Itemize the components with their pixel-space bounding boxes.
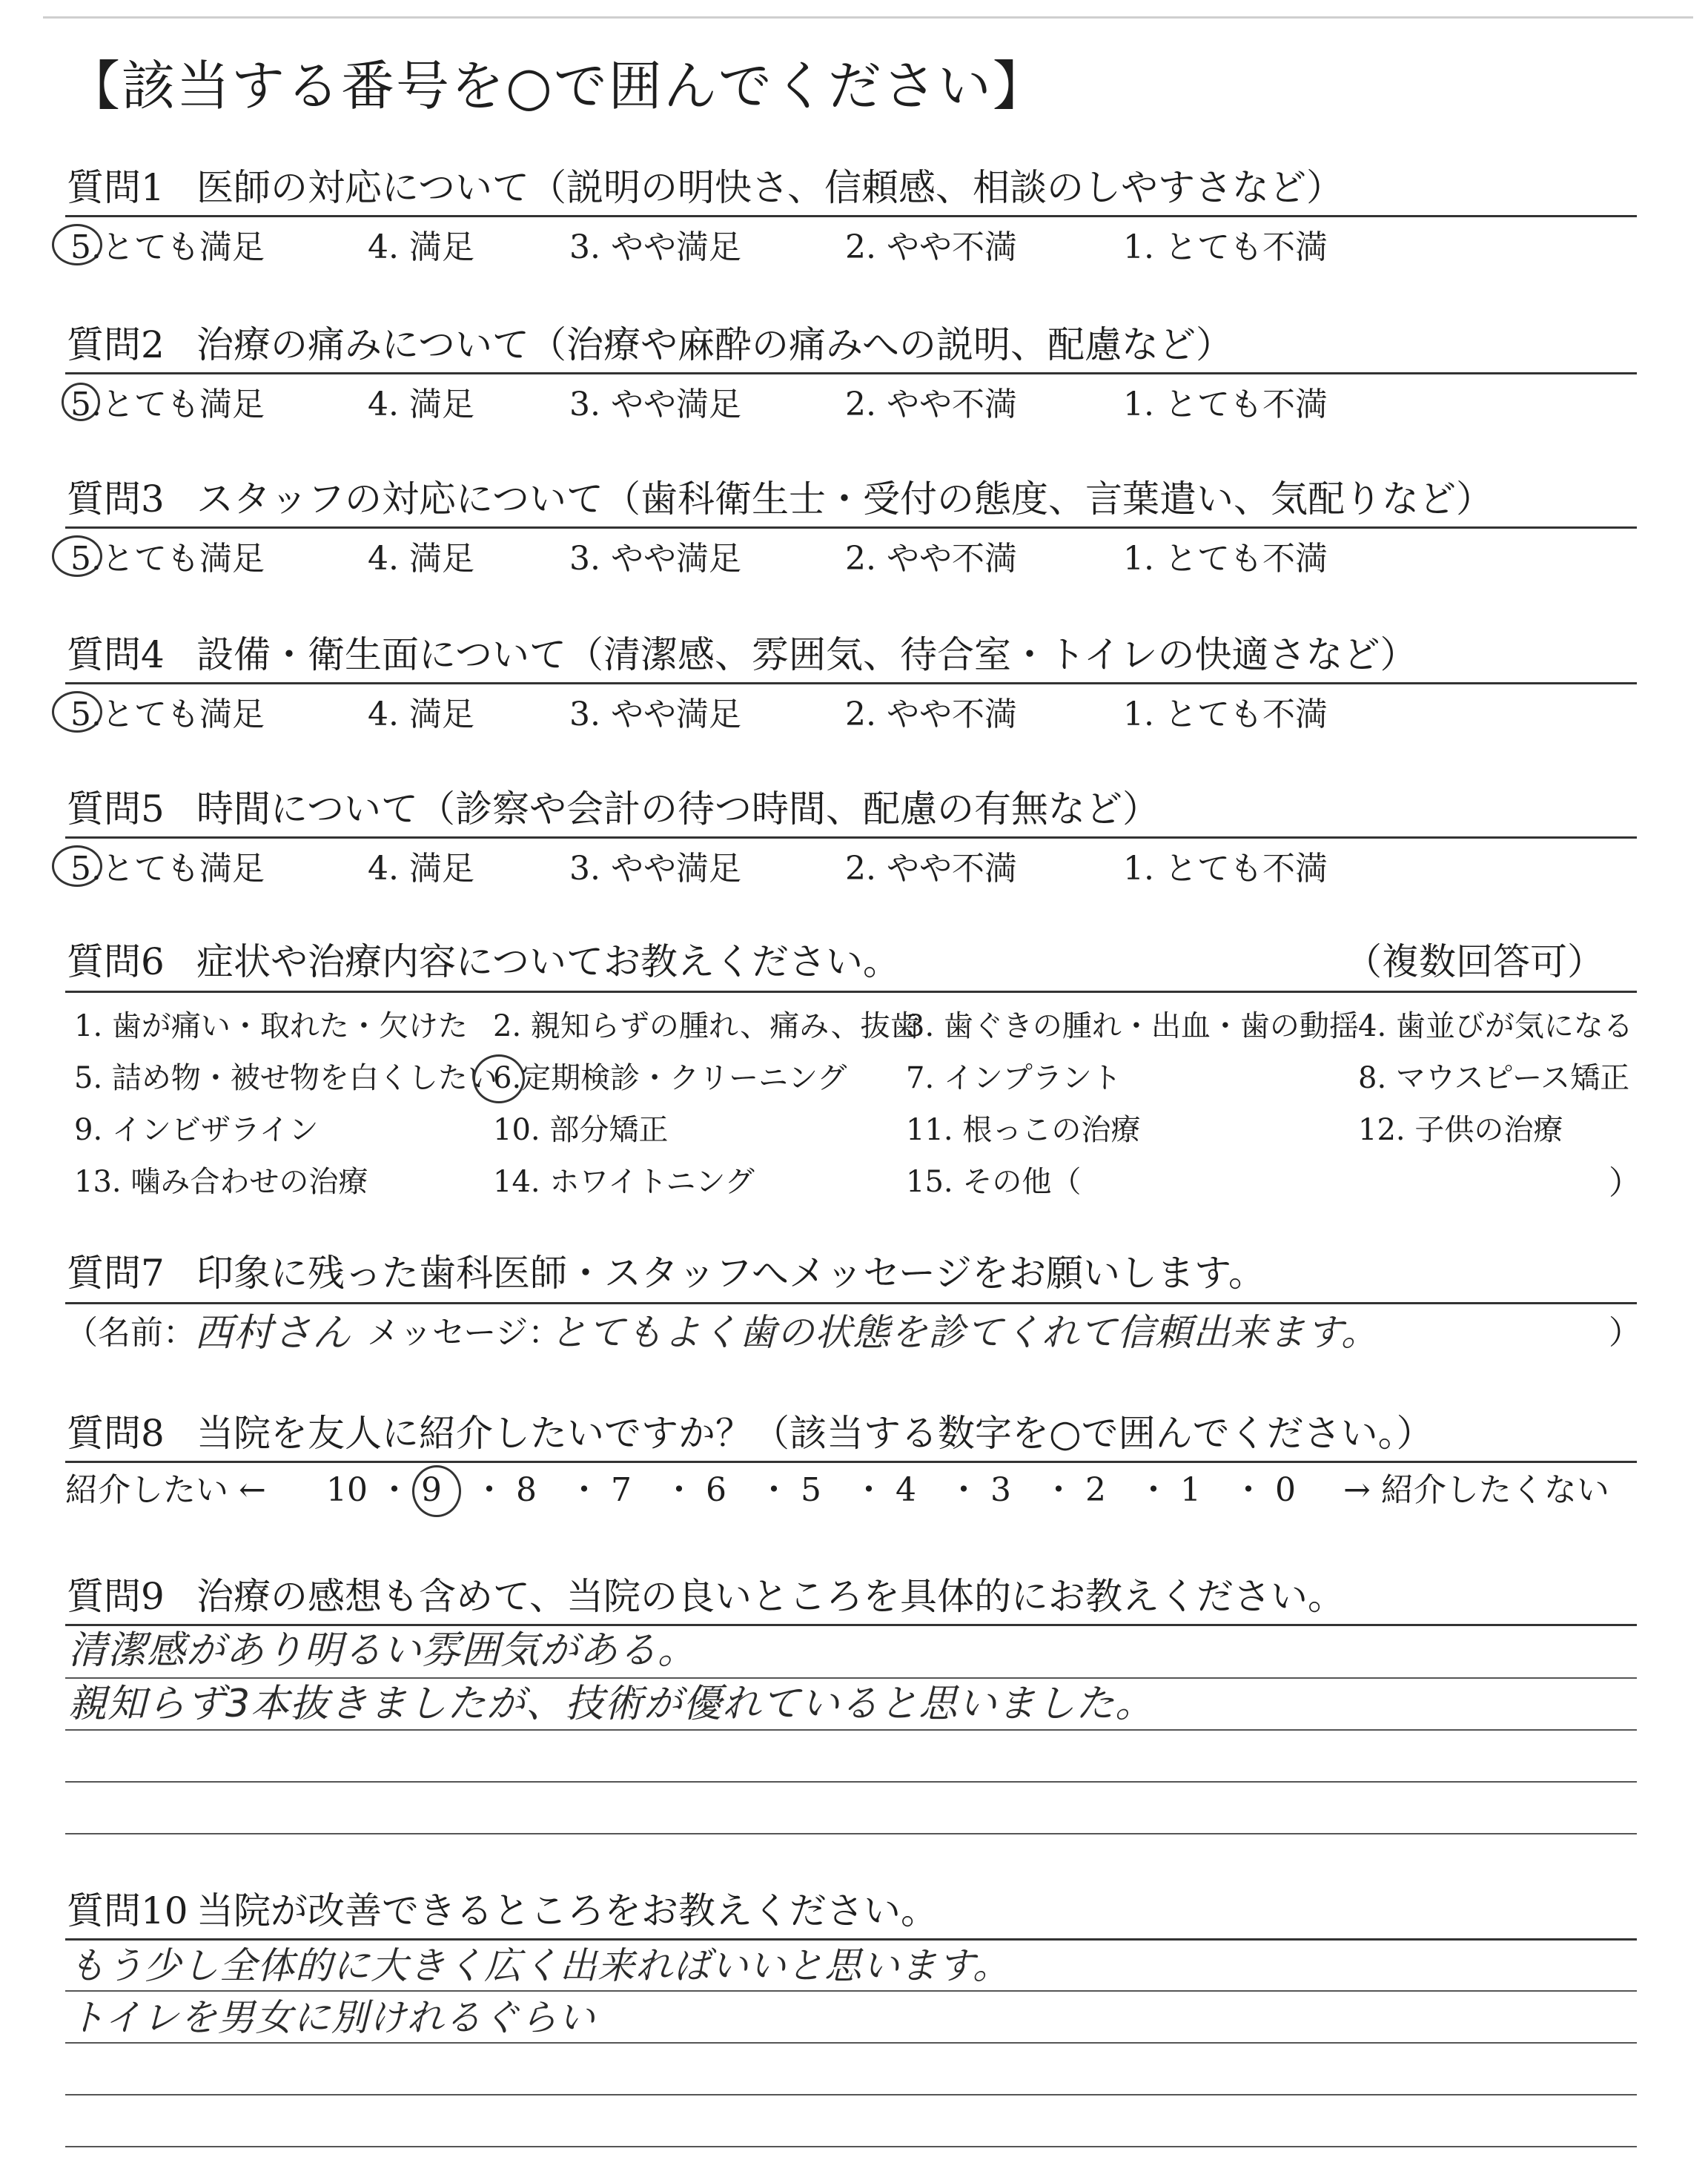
q9-answer-rule-1 (65, 1677, 1637, 1679)
question-3-text: スタッフの対応について（歯科衛生士・受付の態度、言葉遣い、気配りなど） (196, 478, 1493, 521)
question-8-rule (65, 1461, 1637, 1463)
q6-option-13[interactable]: 13. 噛み合わせの治療 (74, 1165, 368, 1199)
recommend-left-label: 紹介したい ← (65, 1471, 266, 1509)
question-9-text: 治療の感想も含めて、当院の良いところを具体的にお教えください。 (196, 1575, 1345, 1618)
q2-option-3[interactable]: 3. やや満足 (569, 386, 741, 423)
question-2-heading (67, 323, 1233, 366)
q2-option-5[interactable]: 5.とても満足 (70, 386, 265, 423)
question-1-heading (67, 166, 1343, 209)
question-2-rule (65, 372, 1637, 374)
question-6-rule (65, 991, 1637, 993)
scale-number-5[interactable]: 5 (801, 1471, 821, 1509)
q6-option-4[interactable]: 4. 歯並びが気になる (1358, 1009, 1633, 1043)
q1-option-5[interactable]: 5.とても満足 (70, 228, 265, 266)
selected-circle-q8 (412, 1465, 461, 1517)
q6-option-5[interactable]: 5. 詰め物・被せ物を白くしたい (74, 1061, 497, 1095)
q1-option-2[interactable]: 2. やや不満 (845, 228, 1017, 266)
scale-number-6[interactable]: 6 (706, 1471, 726, 1509)
q6-option-15[interactable]: 15. その他（ (906, 1165, 1082, 1199)
q10-answer-rule-3 (65, 2094, 1637, 2095)
q6-option-9[interactable]: 9. インビザライン (74, 1113, 319, 1147)
q6-option-1[interactable]: 1. 歯が痛い・取れた・欠けた (74, 1009, 468, 1043)
question-1-text: 医師の対応について（説明の明快さ、信頼感、相談のしやすさなど） (196, 166, 1343, 209)
scale-number-0[interactable]: 0 (1275, 1471, 1296, 1509)
q9-answer-line-1[interactable]: 清潔感があり明るい雰囲気がある。 (68, 1628, 698, 1673)
scale-separator-dot: ・ (663, 1471, 695, 1509)
q10-answer-rule-4 (65, 2146, 1637, 2147)
question-8-text: 当院を友人に紹介したいですか？（該当する数字を○で囲んでください。） (196, 1412, 1434, 1455)
scale-number-9[interactable]: 9 (421, 1471, 442, 1509)
scale-number-8[interactable]: 8 (516, 1471, 537, 1509)
q9-answer-rule-4 (65, 1833, 1637, 1834)
scale-separator-dot: ・ (758, 1471, 790, 1509)
question-1-number: 質問1 (67, 166, 165, 209)
question-2-number: 質問2 (67, 323, 165, 366)
q6-option-10[interactable]: 10. 部分矯正 (493, 1113, 669, 1147)
question-7-heading (67, 1252, 1265, 1295)
question-1-rule (65, 215, 1637, 217)
scale-number-2[interactable]: 2 (1085, 1471, 1106, 1509)
question-8-heading (67, 1412, 1434, 1455)
q3-option-5[interactable]: 5.とても満足 (70, 540, 265, 578)
question-6-text: 症状や治療内容についてお教えください。 (196, 940, 900, 983)
q4-option-5[interactable]: 5.とても満足 (70, 696, 265, 733)
question-6-number: 質問6 (67, 940, 165, 983)
question-2-text: 治療の痛みについて（治療や麻酔の痛みへの説明、配慮など） (196, 323, 1233, 366)
q1-option-3[interactable]: 3. やや満足 (569, 228, 741, 266)
question-9-heading (67, 1575, 1345, 1618)
question-7-text: 印象に残った歯科医師・スタッフへメッセージをお願いします。 (196, 1252, 1265, 1295)
name-label: （名前： (65, 1314, 196, 1352)
q9-answer-line-2[interactable]: 親知らず3本抜きましたが、技術が優れていると思いました。 (68, 1682, 1155, 1726)
question-10-number: 質問10 (67, 1889, 188, 1932)
scale-number-1[interactable]: 1 (1180, 1471, 1201, 1509)
scale-separator-dot: ・ (947, 1471, 980, 1509)
multiple-answers-note: （複数回答可） (1345, 940, 1604, 983)
q6-option-2[interactable]: 2. 親知らずの腫れ、痛み、抜歯 (493, 1009, 920, 1043)
q4-option-2[interactable]: 2. やや不満 (845, 696, 1017, 733)
message-value[interactable]: とてもよく歯の状態を診てくれて信頼出来ます。 (550, 1311, 1379, 1354)
question-4-number: 質問4 (67, 633, 165, 676)
q4-option-3[interactable]: 3. やや満足 (569, 696, 741, 733)
question-7-number: 質問7 (67, 1252, 165, 1295)
message-close-paren: ） (1609, 1314, 1641, 1352)
question-5-number: 質問5 (67, 787, 165, 830)
scale-separator-dot: ・ (568, 1471, 600, 1509)
scale-separator-dot: ・ (473, 1471, 506, 1509)
question-3-number: 質問3 (67, 478, 165, 521)
question-5-text: 時間について（診察や会計の待つ時間、配慮の有無など） (196, 787, 1159, 830)
q6-option-14[interactable]: 14. ホワイトニング (493, 1165, 755, 1199)
question-9-rule (65, 1624, 1637, 1626)
q2-option-2[interactable]: 2. やや不満 (845, 386, 1017, 423)
q10-answer-rule-2 (65, 2042, 1637, 2044)
q6-option-7[interactable]: 7. インプラント (906, 1061, 1122, 1095)
q5-option-2[interactable]: 2. やや不満 (845, 850, 1017, 888)
question-10-rule (65, 1938, 1637, 1941)
q6-option-6[interactable]: 6.定期検診・クリーニング (493, 1061, 847, 1095)
question-4-rule (65, 682, 1637, 684)
q9-answer-rule-3 (65, 1781, 1637, 1783)
q4-option-4[interactable]: 4. 満足 (368, 696, 474, 733)
q10-answer-rule-1 (65, 1990, 1637, 1992)
q5-option-4[interactable]: 4. 満足 (368, 850, 474, 888)
q4-option-1[interactable]: 1. とても不満 (1123, 696, 1328, 733)
q1-option-1[interactable]: 1. とても不満 (1123, 228, 1328, 266)
scale-separator-dot: ・ (1137, 1471, 1170, 1509)
q2-option-4[interactable]: 4. 満足 (368, 386, 474, 423)
scale-separator-dot: ・ (1042, 1471, 1075, 1509)
q3-option-3[interactable]: 3. やや満足 (569, 540, 741, 578)
q5-option-3[interactable]: 3. やや満足 (569, 850, 741, 888)
question-6-heading (67, 940, 900, 983)
q3-option-2[interactable]: 2. やや不満 (845, 540, 1017, 578)
scale-separator-dot: ・ (378, 1471, 411, 1509)
question-8-number: 質問8 (67, 1412, 165, 1455)
q6-other-close-paren: ） (1609, 1164, 1641, 1202)
q2-option-1[interactable]: 1. とても不満 (1123, 386, 1328, 423)
question-5-heading (67, 787, 1159, 830)
question-10-text: 当院が改善できるところをお教えください。 (196, 1889, 938, 1932)
question-9-number: 質問9 (67, 1575, 165, 1618)
question-4-text: 設備・衛生面について（清潔感、雰囲気、待合室・トイレの快適さなど） (196, 633, 1417, 676)
question-3-rule (65, 526, 1637, 529)
q6-option-11[interactable]: 11. 根っこの治療 (906, 1113, 1141, 1147)
question-3-heading (67, 478, 1493, 521)
scale-number-10[interactable]: 10 (326, 1471, 368, 1509)
q1-option-4[interactable]: 4. 満足 (368, 228, 474, 266)
question-5-rule (65, 836, 1637, 839)
scale-number-3[interactable]: 3 (990, 1471, 1011, 1509)
top-border (43, 16, 1693, 19)
q3-option-1[interactable]: 1. とても不満 (1123, 540, 1328, 578)
scale-number-4[interactable]: 4 (896, 1471, 916, 1509)
q6-option-12[interactable]: 12. 子供の治療 (1358, 1113, 1563, 1147)
q6-option-8[interactable]: 8. マウスピース矯正 (1358, 1061, 1630, 1095)
q6-option-3[interactable]: 3. 歯ぐきの腫れ・出血・歯の動揺 (906, 1009, 1359, 1043)
q10-answer-line-2[interactable]: トイレを男女に別けれるぐらい (68, 1996, 596, 2039)
recommend-right-label: → 紹介したくない (1343, 1471, 1609, 1509)
q3-option-4[interactable]: 4. 満足 (368, 540, 474, 578)
scale-separator-dot: ・ (853, 1471, 885, 1509)
q5-option-5[interactable]: 5.とても満足 (70, 850, 265, 888)
question-4-heading (67, 633, 1417, 676)
question-10-heading (67, 1889, 938, 1932)
message-label: メッセージ： (367, 1314, 561, 1352)
scale-separator-dot: ・ (1232, 1471, 1265, 1509)
q5-option-1[interactable]: 1. とても不満 (1123, 850, 1328, 888)
question-7-rule (65, 1302, 1637, 1304)
form-title: 【該当する番号を○で囲んでください】 (67, 55, 1047, 117)
scale-number-7[interactable]: 7 (611, 1471, 632, 1509)
q9-answer-rule-2 (65, 1729, 1637, 1731)
name-value[interactable]: 西村さん (194, 1311, 352, 1355)
q10-answer-line-1[interactable]: もう少し全体的に大きく広く出来ればいいと思います。 (68, 1944, 1010, 1987)
